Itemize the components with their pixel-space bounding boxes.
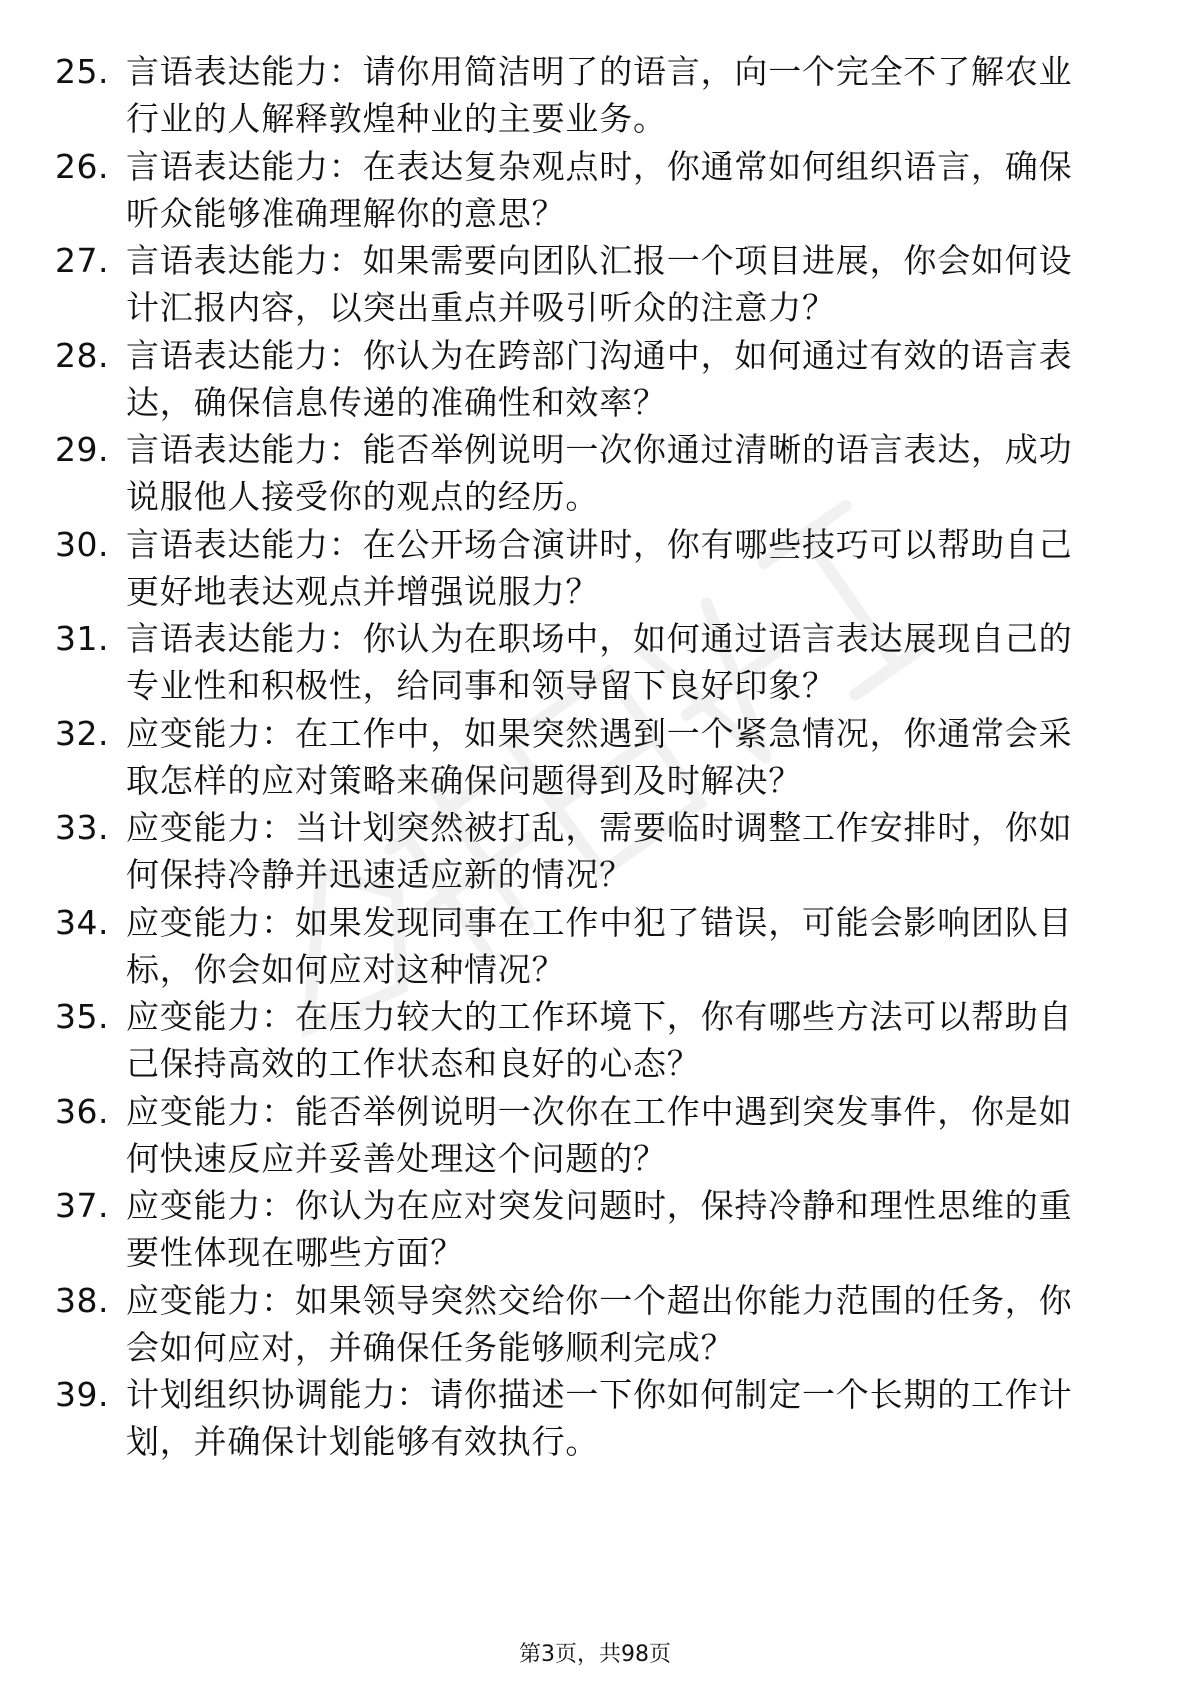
list-item	[0, 332, 1190, 427]
list-item	[0, 426, 1190, 521]
question-text: 应变能力：如果发现同事在工作中犯了错误，可能会影响团队目标，你会如何应对这种情况？	[126, 902, 1073, 989]
list-item	[0, 804, 1190, 899]
question-number: 39.	[55, 1375, 109, 1414]
list-item	[0, 993, 1190, 1088]
question-text: 应变能力：能否举例说明一次你在工作中遇到突发事件，你是如何快速反应并妥善处理这个问题的？	[126, 1091, 1073, 1178]
question-number: 25.	[55, 52, 109, 91]
question-number: 28.	[55, 335, 109, 375]
list-item	[0, 48, 1190, 143]
question-text: 言语表达能力：请你用简洁明了的语言，向一个完全不了解农业行业的人解释敦煌种业的主要业务。	[126, 52, 1073, 138]
question-number: 33.	[55, 808, 109, 847]
list-item	[0, 710, 1190, 805]
question-text: 言语表达能力：在公开场合演讲时，你有哪些技巧可以帮助自己更好地表达观点并增强说服力？	[126, 524, 1073, 611]
question-text: 应变能力：在压力较大的工作环境下，你有哪些方法可以帮助自己保持高效的工作状态和良好的心态？	[126, 997, 1073, 1083]
question-text: 言语表达能力：你认为在职场中，如何通过语言表达展现自己的专业性和积极性，给同事和领导留下良好印象？	[126, 619, 1073, 705]
question-text: 言语表达能力：在表达复杂观点时，你通常如何组织语言，确保听众能够准确理解你的意思？	[126, 146, 1073, 233]
list-item	[0, 1088, 1190, 1183]
list-item	[0, 1371, 1190, 1466]
question-number: 35.	[55, 997, 109, 1036]
question-number: 34.	[55, 902, 109, 942]
question-text: 应变能力：当计划突然被打乱，需要临时调整工作安排时，你如何保持冷静并迅速适应新的情况？	[126, 808, 1073, 894]
question-text: 应变能力：在工作中，如果突然遇到一个紧急情况，你通常会采取怎样的应对策略来确保问题得到及时解决？	[126, 713, 1073, 800]
question-list	[0, 48, 1190, 1466]
list-item	[0, 521, 1190, 616]
list-item	[0, 143, 1190, 238]
question-number: 29.	[55, 430, 109, 469]
list-item	[0, 1182, 1190, 1277]
list-item	[0, 615, 1190, 710]
question-text: 言语表达能力：你认为在跨部门沟通中，如何通过有效的语言表达，确保信息传递的准确性和效率？	[126, 335, 1073, 422]
question-number: 36.	[55, 1091, 109, 1131]
question-text: 言语表达能力：如果需要向团队汇报一个项目进展，你会如何设计汇报内容，以突出重点并吸引听众的注意力？	[126, 241, 1073, 327]
list-item	[0, 899, 1190, 994]
question-number: 31.	[55, 619, 109, 658]
question-number: 37.	[55, 1186, 109, 1225]
list-item	[0, 1277, 1190, 1372]
question-text: 应变能力：如果领导突然交给你一个超出你能力范围的任务，你会如何应对，并确保任务能够顺利完成？	[126, 1280, 1073, 1367]
question-text: 言语表达能力：能否举例说明一次你通过清晰的语言表达，成功说服他人接受你的观点的经历。	[126, 430, 1073, 516]
question-number: 30.	[55, 524, 109, 564]
question-number: 27.	[55, 241, 109, 280]
question-text: 计划组织协调能力：请你描述一下你如何制定一个长期的工作计划，并确保计划能够有效执行。	[126, 1375, 1073, 1461]
list-item	[0, 237, 1190, 332]
question-text: 应变能力：你认为在应对突发问题时，保持冷静和理性思维的重要性体现在哪些方面？	[126, 1186, 1073, 1272]
page-number: 第3页，共98页	[519, 1642, 671, 1667]
question-number: 32.	[55, 713, 109, 753]
question-number: 38.	[55, 1280, 109, 1320]
question-number: 26.	[55, 146, 109, 186]
